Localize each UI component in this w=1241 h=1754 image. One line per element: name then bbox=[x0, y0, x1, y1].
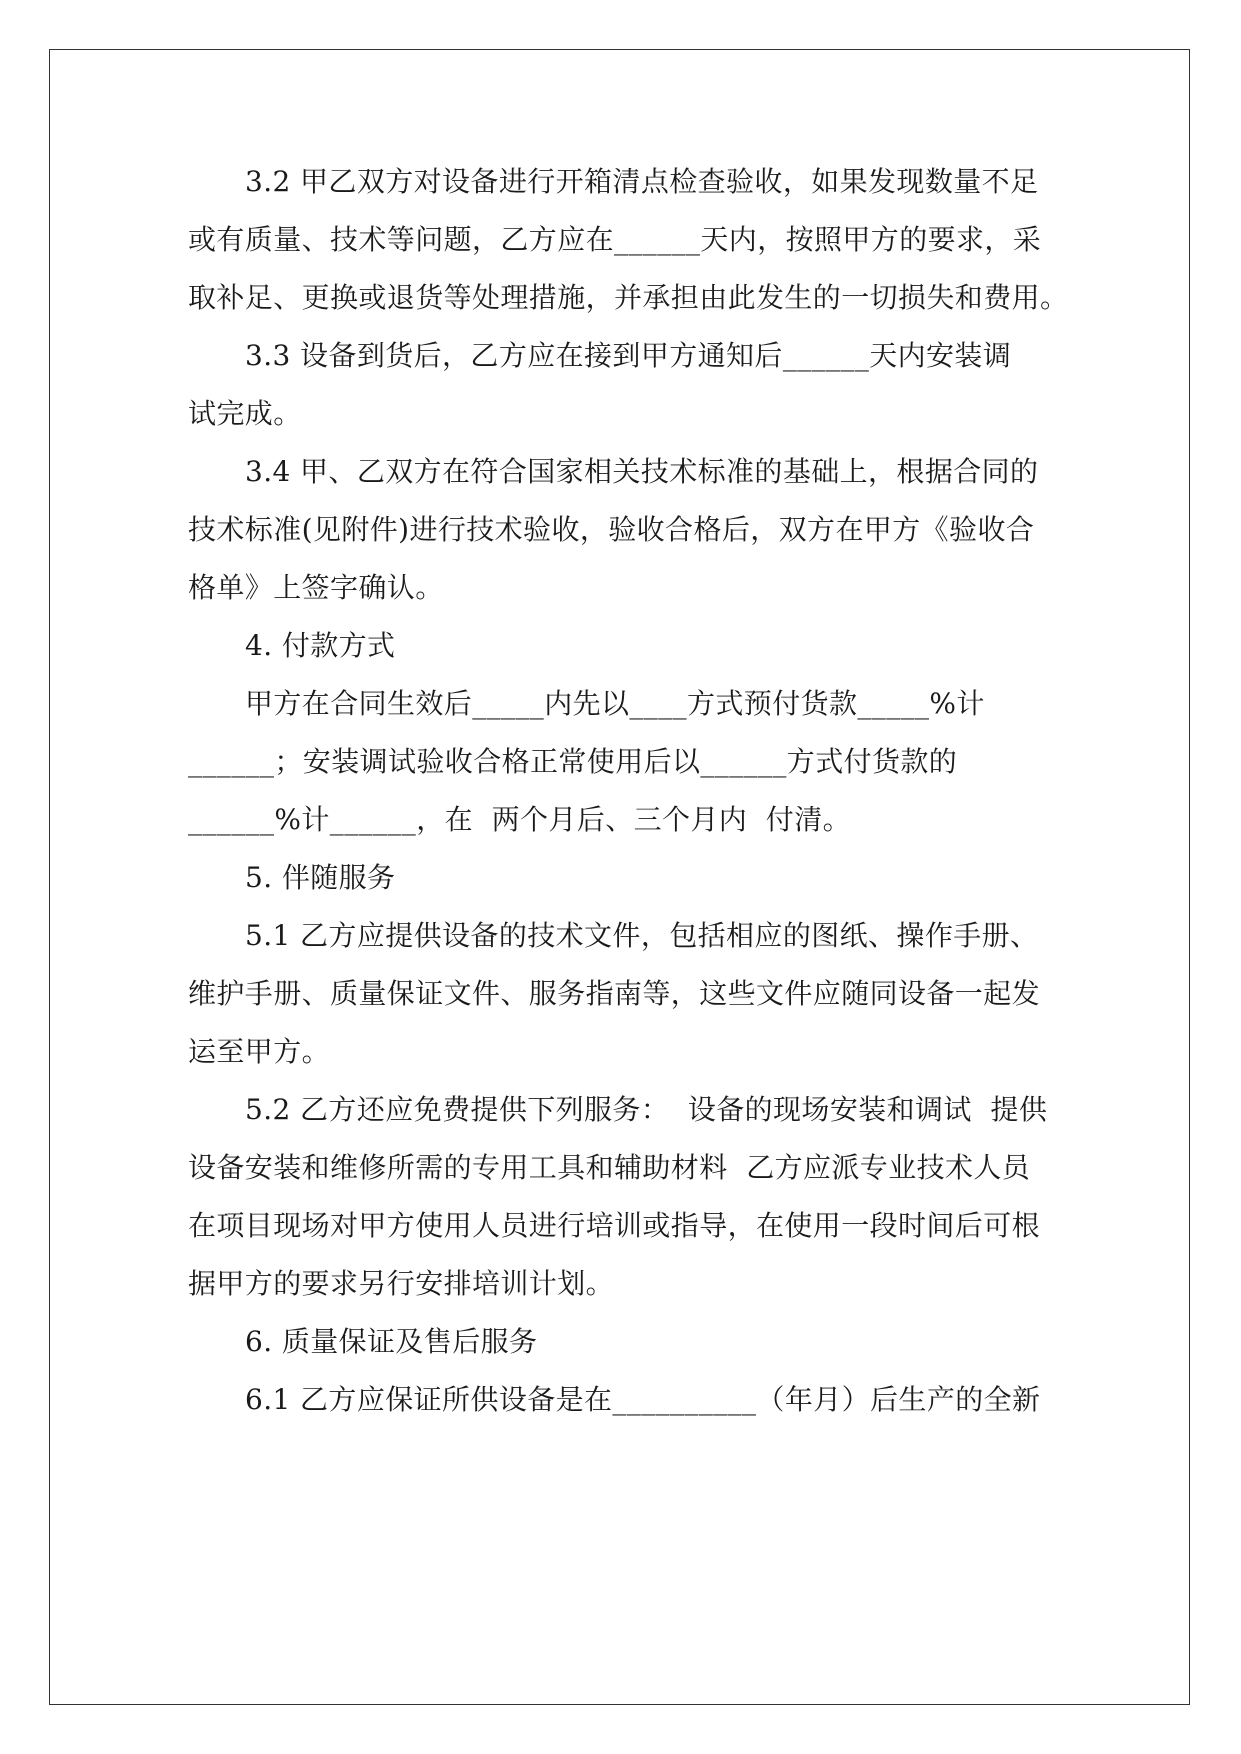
clause-5-1-line-1: 5.1 乙方应提供设备的技术文件，包括相应的图纸、操作手册、 bbox=[245, 919, 1039, 952]
clause-3-3-line-2: 试完成。 bbox=[188, 397, 302, 430]
clause-5-2-line-2: 设备安装和维修所需的专用工具和辅助材料 乙方应派专业技术人员 bbox=[188, 1151, 1031, 1184]
clause-5-2-line-1: 5.2 乙方还应免费提供下列服务： 设备的现场安装和调试 提供 bbox=[245, 1093, 1048, 1126]
clause-5-2-line-4: 据甲方的要求另行安排培训计划。 bbox=[188, 1267, 615, 1300]
clause-3-4-line-3: 格单》上签字确认。 bbox=[188, 571, 444, 604]
clause-5-1-line-2: 维护手册、质量保证文件、服务指南等，这些文件应随同设备一起发 bbox=[188, 977, 1041, 1010]
payment-line-3: ______%计______，在 两个月后、三个月内 付清。 bbox=[188, 803, 852, 836]
payment-line-2: ______；安装调试验收合格正常使用后以______方式付货款的 bbox=[188, 745, 958, 778]
clause-5-1-line-3: 运至甲方。 bbox=[188, 1035, 331, 1068]
section-4-heading: 4. 付款方式 bbox=[245, 629, 396, 662]
clause-3-2-line-3: 取补足、更换或退货等处理措施，并承担由此发生的一切损失和费用。 bbox=[188, 281, 1069, 314]
section-6-heading: 6. 质量保证及售后服务 bbox=[245, 1325, 538, 1358]
clause-3-4-line-2: 技术标准(见附件)进行技术验收，验收合格后，双方在甲方《验收合 bbox=[188, 513, 1035, 546]
clause-6-1-line-1: 6.1 乙方应保证所供设备是在__________（年月）后生产的全新 bbox=[245, 1383, 1041, 1416]
clause-3-2-line-2: 或有质量、技术等问题，乙方应在______天内，按照甲方的要求，采 bbox=[188, 223, 1042, 256]
payment-line-1: 甲方在合同生效后_____内先以____方式预付货款_____%计 bbox=[245, 687, 985, 720]
clause-3-2-line-1: 3.2 甲乙双方对设备进行开箱清点检查验收，如果发现数量不足 bbox=[245, 165, 1039, 198]
section-5-heading: 5. 伴随服务 bbox=[245, 861, 396, 894]
clause-5-2-line-3: 在项目现场对甲方使用人员进行培训或指导，在使用一段时间后可根 bbox=[188, 1209, 1041, 1242]
clause-3-3-line-1: 3.3 设备到货后，乙方应在接到甲方通知后______天内安装调 bbox=[245, 339, 1012, 372]
clause-3-4-line-1: 3.4 甲、乙双方在符合国家相关技术标准的基础上，根据合同的 bbox=[245, 455, 1039, 488]
